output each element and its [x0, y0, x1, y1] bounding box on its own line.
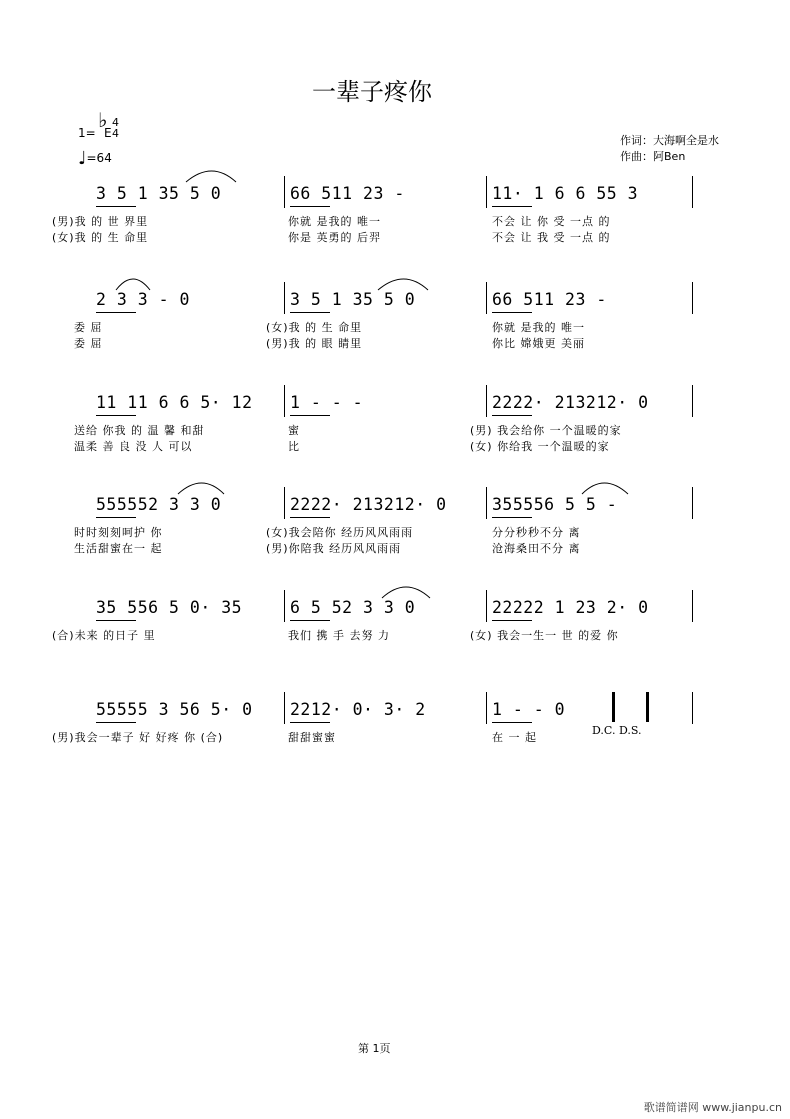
lyric-line-2: 沧海桑田不分 离	[492, 542, 581, 555]
lyric-line-2: (男)你陪我 经历风风雨雨	[266, 542, 402, 555]
lyric-line-1: 蜜	[288, 424, 300, 437]
lyric-line-2: 比	[288, 440, 300, 453]
lyric-line-2: 不会 让 我 受 一点 的	[492, 231, 611, 244]
bar-line	[486, 385, 487, 417]
key-label: 1=	[78, 126, 96, 140]
note-measure: 355556 5 5 -	[492, 495, 618, 514]
bar-line	[692, 385, 693, 417]
tie-arc	[116, 279, 150, 290]
beam-underline	[290, 312, 330, 313]
beam-underline	[290, 415, 330, 416]
lyric-line-1: 时时刻刻呵护 你	[74, 526, 163, 539]
note-measure: 1 - - -	[290, 393, 364, 412]
tie-arc	[382, 587, 430, 598]
lyric-line-2: 委 屈	[74, 337, 103, 350]
lyric-line-1: 分分秒秒不分 离	[492, 526, 581, 539]
note-measure: 555552 3 3 0	[96, 495, 222, 514]
note-measure: 55555 3 56 5· 0	[96, 700, 253, 719]
beam-underline	[96, 517, 136, 518]
key-signature	[78, 126, 96, 140]
lyric-line-1: 你就 是我的 唯一	[288, 215, 381, 228]
time-sig-top: 4	[112, 116, 119, 129]
note-measure: 2222· 213212· 0	[290, 495, 447, 514]
note-measure: 11 11 6 6 5· 12	[96, 393, 253, 412]
note-measure: 1 - - 0	[492, 700, 566, 719]
lyric-line-1: 我们 携 手 去努 力	[288, 629, 390, 642]
bar-line	[284, 692, 285, 724]
beam-underline	[492, 620, 532, 621]
beam-underline	[290, 517, 330, 518]
lyric-line-1: 你就 是我的 唯一	[492, 321, 585, 334]
beam-underline	[290, 722, 330, 723]
lyric-line-2: 你是 英勇的 后羿	[288, 231, 381, 244]
lyric-line-1: (男)我会一辈子 好 好疼 你 (合)	[52, 731, 224, 744]
key-note: E	[104, 126, 112, 140]
time-signature	[112, 117, 119, 139]
watermark: 歌谱简谱网 www.jianpu.cn	[643, 1101, 782, 1114]
lyric-line-1: 送给 你我 的 温 馨 和甜	[74, 424, 205, 437]
lyric-line-1: (女)我 的 生 命里	[266, 321, 363, 334]
time-sig-bottom: 4	[112, 127, 119, 140]
lyric-line-2: 生活甜蜜在一 起	[74, 542, 163, 555]
note-measure: 2212· 0· 3· 2	[290, 700, 426, 719]
note-measure: 66 511 23 -	[492, 290, 607, 309]
note-measure: 22222 1 23 2· 0	[492, 598, 649, 617]
lyric-line-2: 你比 嫦娥更 美丽	[492, 337, 585, 350]
note-measure: 35 556 5 0· 35	[96, 598, 243, 617]
lyric-line-2: (女) 你给我 一个温暖的家	[470, 440, 610, 453]
beam-underline	[492, 312, 532, 313]
lyric-line-2: (男)我 的 眼 睛里	[266, 337, 363, 350]
dc-ds-marking: D.C. D.S.	[592, 724, 642, 737]
note-measure: 6 5 52 3 3 0	[290, 598, 416, 617]
beam-underline	[96, 620, 136, 621]
beam-underline	[290, 206, 330, 207]
bar-line	[692, 176, 693, 208]
tie-arc	[378, 279, 428, 290]
quarter-note-icon: ♩	[78, 148, 87, 169]
note-measure: 66 511 23 -	[290, 184, 405, 203]
bar-line	[284, 176, 285, 208]
lyric-line-1: (女) 我会一生一 世 的爱 你	[470, 629, 619, 642]
bar-line	[486, 590, 487, 622]
bar-line	[284, 282, 285, 314]
beam-underline	[492, 722, 532, 723]
bar-line	[486, 487, 487, 519]
page-title: 一辈子疼你	[312, 78, 432, 106]
note-measure: 3 5 1 35 5 0	[290, 290, 416, 309]
tempo	[78, 148, 112, 169]
bar-line	[692, 487, 693, 519]
beam-underline	[492, 517, 532, 518]
lyric-line-2: 温柔 善 良 没 人 可以	[74, 440, 193, 453]
lyric-line-1: 甜甜蜜蜜	[288, 731, 336, 744]
double-bar-line	[646, 692, 649, 722]
bar-line	[284, 487, 285, 519]
bar-line	[486, 282, 487, 314]
composer: 作曲：阿Ben	[620, 150, 686, 163]
flat-icon: ♭	[98, 108, 108, 132]
lyric-line-1: (男)我 的 世 界里	[52, 215, 149, 228]
beam-underline	[492, 206, 532, 207]
beam-underline	[492, 415, 532, 416]
note-measure: 2 3 3 - 0	[96, 290, 190, 309]
page-number: 第 1页	[358, 1042, 391, 1055]
lyric-line-1: (合)未来 的日子 里	[52, 629, 156, 642]
note-measure: 2222· 213212· 0	[492, 393, 649, 412]
tie-arc	[178, 483, 224, 494]
note-measure: 3 5 1 35 5 0	[96, 184, 222, 203]
lyric-line-1: 委 屈	[74, 321, 103, 334]
bar-line	[692, 282, 693, 314]
bar-line	[692, 590, 693, 622]
tempo-value: =64	[86, 151, 112, 165]
beam-underline	[96, 312, 136, 313]
beam-underline	[96, 415, 136, 416]
tie-arc	[582, 483, 628, 494]
tie-arc	[186, 171, 236, 182]
beam-underline	[290, 620, 330, 621]
bar-line	[692, 692, 693, 724]
lyric-line-2: (女)我 的 生 命里	[52, 231, 149, 244]
bar-line	[284, 385, 285, 417]
beam-underline	[96, 206, 136, 207]
lyricist: 作词：大海啊全是水	[620, 134, 719, 147]
lyric-line-1: 在 一 起	[492, 731, 537, 744]
double-bar-line	[612, 692, 615, 722]
bar-line	[284, 590, 285, 622]
bar-line	[486, 692, 487, 724]
bar-line	[486, 176, 487, 208]
lyric-line-1: 不会 让 你 受 一点 的	[492, 215, 611, 228]
beam-underline	[96, 722, 136, 723]
lyric-line-1: (男) 我会给你 一个温暖的家	[470, 424, 622, 437]
lyric-line-1: (女)我会陪你 经历风风雨雨	[266, 526, 414, 539]
note-measure: 11· 1 6 6 55 3	[492, 184, 639, 203]
